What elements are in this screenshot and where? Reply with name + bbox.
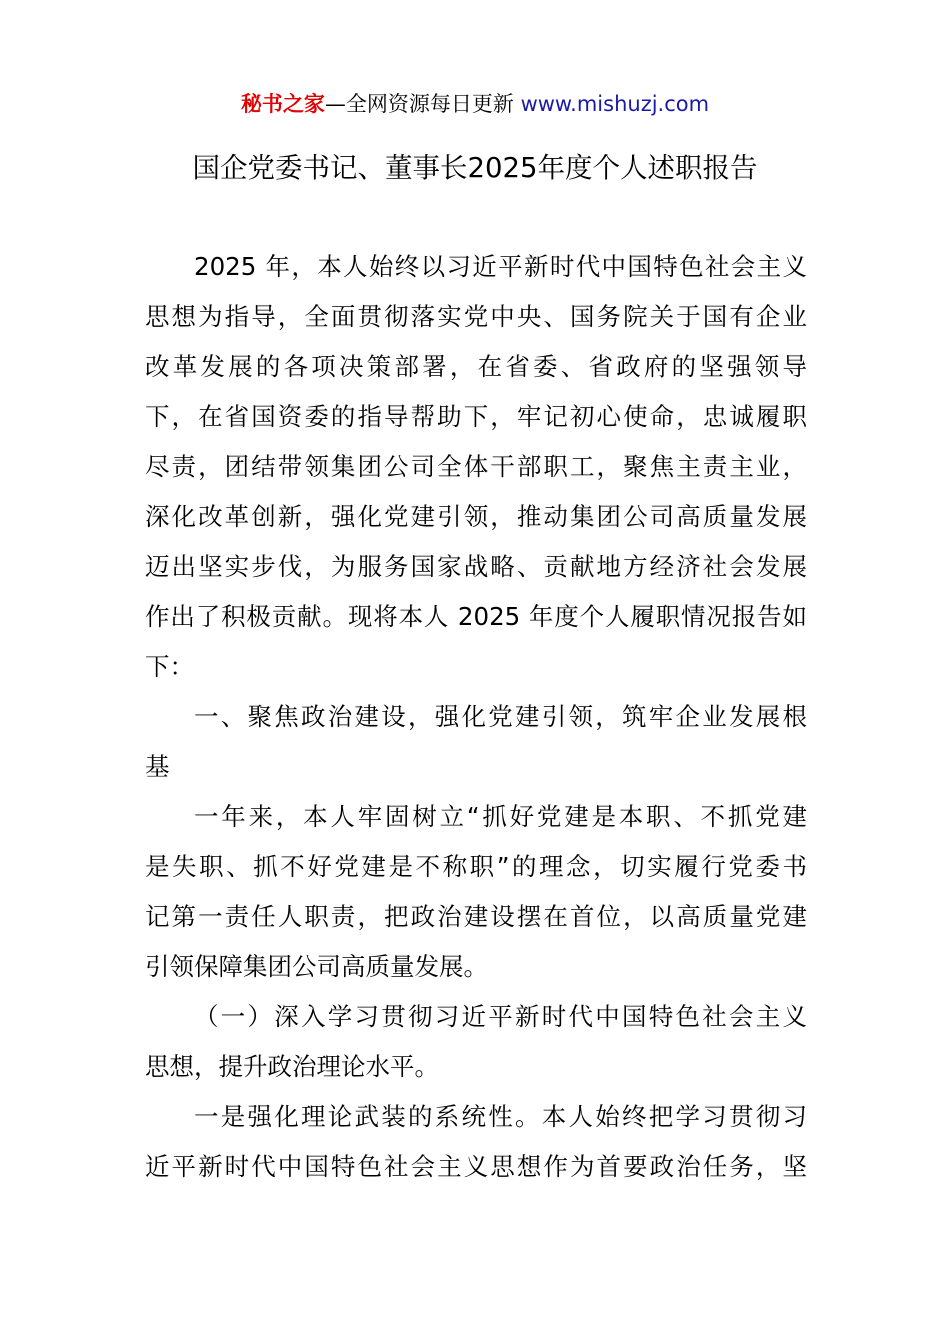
site-url-link[interactable]: www.mishuzj.com (520, 92, 710, 116)
paragraph-line: 引领保障集团公司高质量发展。 (145, 952, 488, 981)
paragraph-line: 是失职、抓不好党建是不称职”的理念，切实履行党委书 (145, 852, 807, 881)
paragraph-line: 思想为指导，全面贯彻落实党中央、国务院关于国有企业 (145, 302, 807, 331)
paragraph-line: 下，在省国资委的指导帮助下，牢记初心使命，忠诚履职 (145, 402, 807, 431)
section-heading-line: 一、聚焦政治建设，强化党建引领，筑牢企业发展根 (194, 702, 807, 731)
paragraph-line: 近平新时代中国特色社会主义思想作为首要政治任务，坚 (145, 1152, 807, 1181)
header-tagline: 全网资源每日更新 (345, 92, 514, 116)
paragraph-line: 作出了积极贡献。现将本人 2025 年度个人履职情况报告如 (145, 602, 807, 631)
paragraph-line: 改革发展的各项决策部署，在省委、省政府的坚强领导 (145, 352, 807, 381)
paragraph-line: 一是强化理论武装的系统性。本人始终把学习贯彻习 (194, 1102, 807, 1131)
paragraph-line: 记第一责任人职责，把政治建设摆在首位，以高质量党建 (145, 902, 807, 931)
header-separator: — (324, 92, 346, 116)
paragraph-line: 2025 年，本人始终以习近平新时代中国特色社会主义 (194, 252, 807, 281)
paragraph-line: 一年来，本人牢固树立“抓好党建是本职、不抓党建 (194, 802, 807, 831)
brand-name: 秘书之家 (240, 92, 325, 116)
paragraph-line: 尽责，团结带领集团公司全体干部职工，聚焦主责主业， (145, 452, 807, 481)
document-title: 国企党委书记、董事长2025年度个人述职报告 (192, 152, 758, 184)
paragraph-line: 迈出坚实步伐，为服务国家战略、贡献地方经济社会发展 (145, 552, 807, 581)
section-heading-line: 基 (145, 752, 170, 781)
paragraph-line: 下： (145, 652, 194, 681)
document-body (145, 242, 807, 1192)
subsection-heading-line: （一）深入学习贯彻习近平新时代中国特色社会主义 (194, 1002, 807, 1031)
subsection-heading-line: 思想，提升政治理论水平。 (145, 1052, 439, 1081)
site-header (0, 88, 950, 120)
paragraph-line: 深化改革创新，强化党建引领，推动集团公司高质量发展 (145, 502, 807, 531)
